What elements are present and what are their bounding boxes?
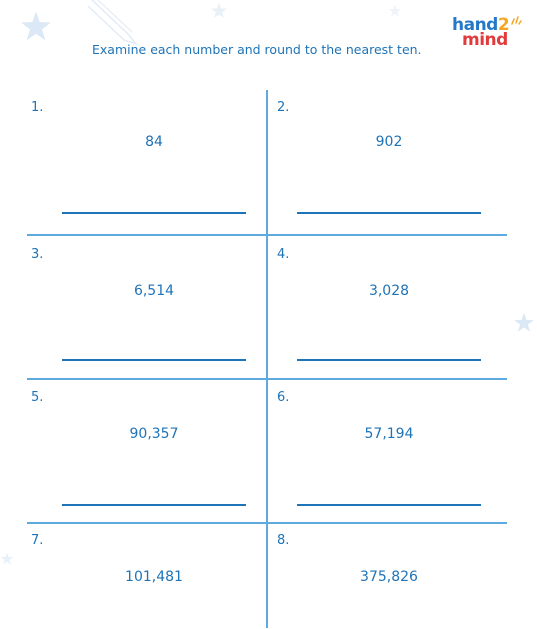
problem-value: 6,514 (133, 283, 175, 299)
problem-number: 4. (277, 247, 290, 262)
column-divider (266, 90, 268, 628)
problem-number: 5. (31, 390, 44, 405)
answer-line[interactable] (297, 504, 481, 506)
problem-number: 3. (31, 247, 44, 262)
problem-value: 902 (375, 134, 403, 150)
problem-number: 1. (31, 100, 44, 115)
problem-number: 8. (277, 533, 290, 548)
problem-value: 375,826 (360, 569, 418, 585)
problem-value: 57,194 (364, 426, 414, 442)
instructions-text: Examine each number and round to the nearest ten. (92, 42, 422, 57)
row-divider (27, 378, 507, 380)
problem-value: 101,481 (125, 569, 183, 585)
problem-number: 7. (31, 533, 44, 548)
problem-value: 84 (145, 134, 163, 150)
row-divider (27, 234, 507, 236)
answer-line[interactable] (297, 212, 481, 214)
row-divider (27, 522, 507, 524)
answer-line[interactable] (62, 359, 246, 361)
answer-line[interactable] (62, 504, 246, 506)
hand2mind-logo: hand2 mind (452, 18, 522, 48)
answer-line[interactable] (62, 212, 246, 214)
problem-number: 6. (277, 390, 290, 405)
problem-number: 2. (277, 100, 290, 115)
problem-value: 90,357 (129, 426, 179, 442)
problem-value: 3,028 (368, 283, 410, 299)
answer-line[interactable] (297, 359, 481, 361)
